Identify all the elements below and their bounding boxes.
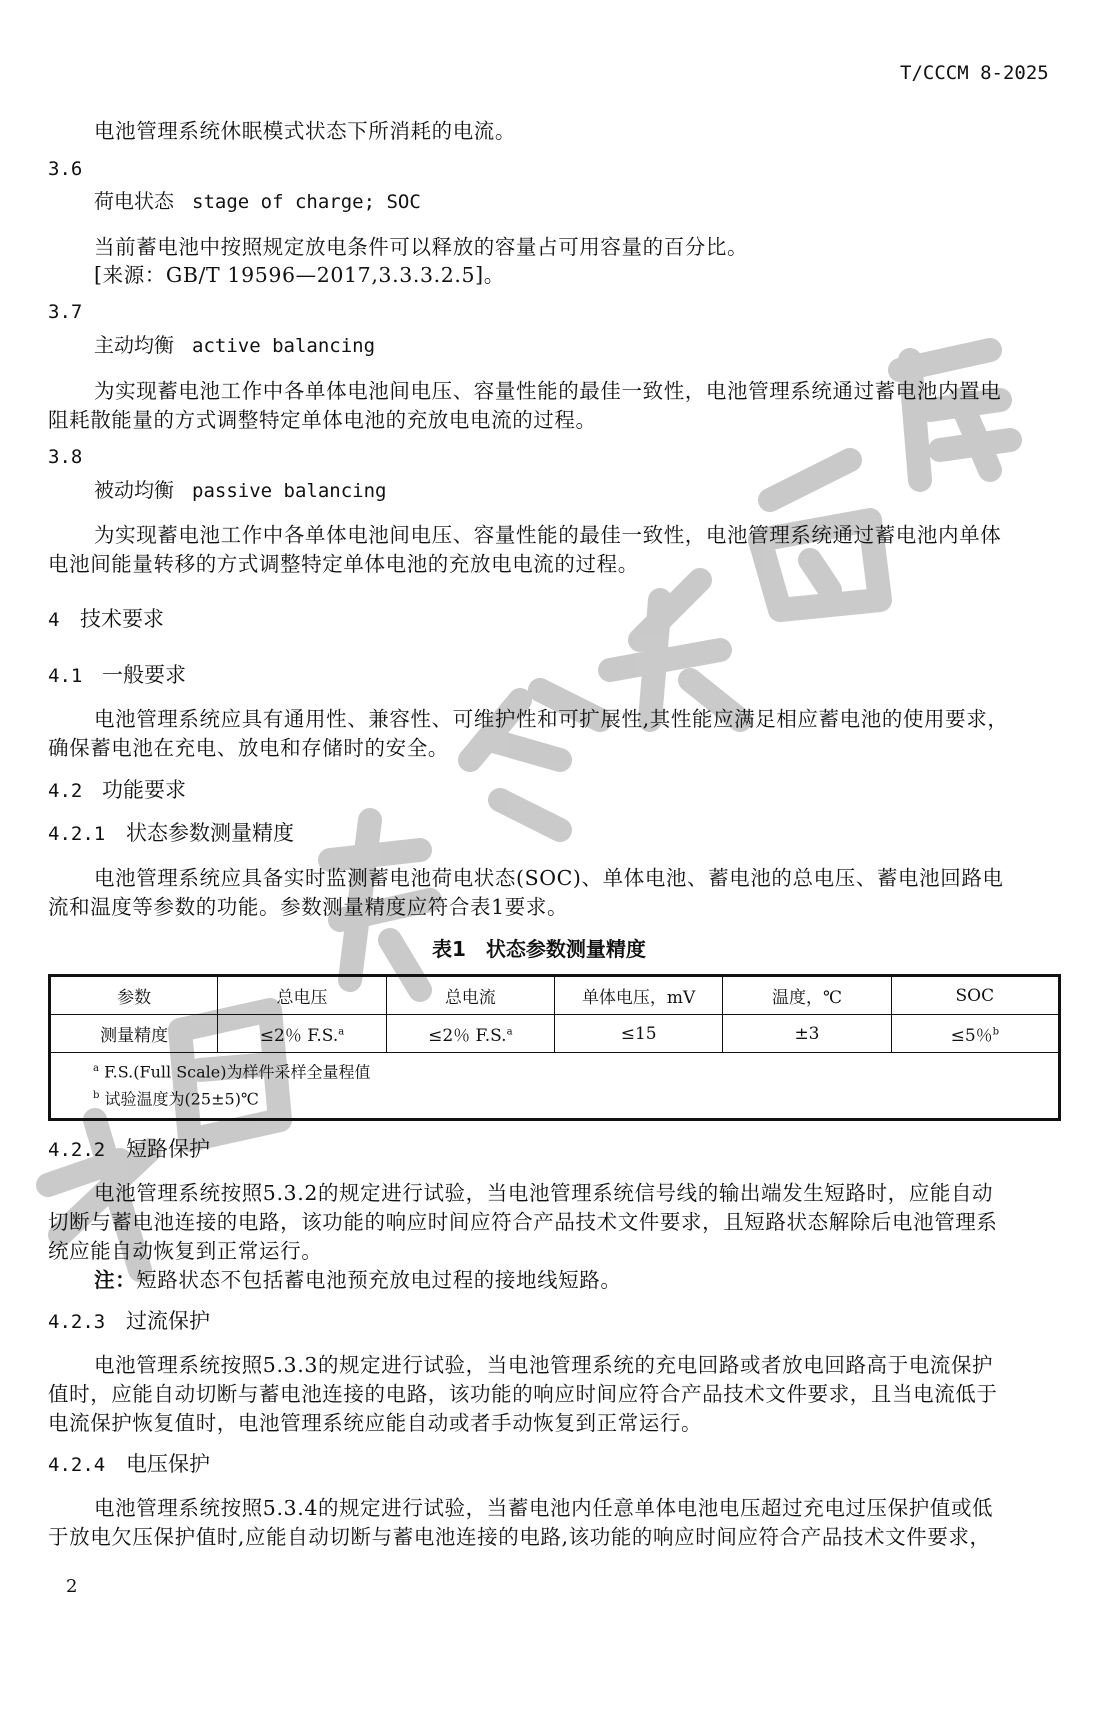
table-cell: ±3 [723,1015,891,1053]
footnote-mark: a [338,1026,345,1038]
cell-value: ≤2％ F.S. [428,1026,507,1046]
term-english: stage of charge; SOC [192,191,421,213]
section-number: 4.1 [48,665,83,687]
section-heading [48,1133,210,1163]
table-row [50,1015,1060,1053]
section-title: 一般要求 [102,663,186,687]
footnote-mark: b [93,1090,100,1102]
table-cell: ≤15 [554,1015,722,1053]
note-text [94,1263,622,1293]
table-header-cell: 温度，℃ [723,976,891,1015]
term-entry [94,185,421,214]
paragraph-text: 电池管理系统应具有通用性、兼容性、可维护性和可扩展性,其性能应满足相应蓄电池的使用要求， [94,707,1009,731]
paragraph-text: 于放电欠压保护值时,应能自动切断与蓄电池连接的电路,该功能的响应时间应符合产品技术文件要求， [48,1525,991,1549]
page-number: 2 [66,1576,78,1597]
section-number: 4 [48,609,60,631]
term-chinese: 主动均衡 [94,333,174,357]
paragraph-text: 电池管理系统按照5.3.4的规定进行试验，当蓄电池内任意单体电池电压超过充电过压保护值或低 [94,1496,994,1520]
term-entry [94,474,386,503]
note-body: 短路状态不包括蓄电池预充放电过程的接地线短路。 [136,1268,622,1292]
paragraph-text: 切断与蓄电池连接的电路，该功能的响应时间应符合产品技术文件要求，且短路状态解除后电池管理系 [48,1210,998,1234]
table-header-row [50,976,1060,1015]
footnote-b [93,1084,1058,1111]
table-header-cell: 参数 [50,976,218,1015]
paragraph-text: 电池管理系统按照5.3.3的规定进行试验，当电池管理系统的充电回路或者放电回路高于电流保护 [94,1353,994,1377]
table-cell [386,1015,554,1053]
section-title: 功能要求 [102,778,186,802]
footnote-a [93,1057,1058,1084]
definition-text: 当前蓄电池中按照规定放电条件可以释放的容量占可用容量的百分比。 [94,235,749,259]
footnote-text: F.S.(Full Scale)为样件采样全量程值 [104,1062,371,1082]
table-caption: 表1 状态参数测量精度 [432,937,646,961]
cell-value: ≤2％ F.S. [259,1026,339,1046]
table-footnote-row [50,1053,1060,1120]
note-label: 注： [94,1268,137,1292]
section-heading [48,774,186,804]
paragraph-text: 统应能自动恢复到正常运行。 [48,1239,323,1263]
paragraph-text: 电流保护恢复值时，电池管理系统应能自动或者手动恢复到正常运行。 [48,1411,703,1435]
parameter-accuracy-table [48,974,1061,1121]
table-header-cell: 总电流 [386,976,554,1015]
clause-number: 3.6 [48,158,83,180]
table-header-cell: 单体电压，mV [554,976,722,1015]
section-heading [48,817,294,847]
footnote-mark: b [992,1026,1000,1038]
standard-code: T/CCCM 8-2025 [900,62,1049,84]
term-chinese: 被动均衡 [94,478,174,502]
cell-value: ≤5％ [950,1026,993,1046]
table-footnotes [50,1053,1060,1120]
section-heading [48,1305,210,1335]
table-header-cell: 总电压 [218,976,386,1015]
term-english: active balancing [192,335,376,357]
paragraph-text: 值时，应能自动切断与蓄电池连接的电路，该功能的响应时间应符合产品技术文件要求，且当电流低于 [48,1382,998,1406]
definition-text: 电池管理系统休眠模式状态下所消耗的电流。 [94,119,516,143]
definition-text: 电池间能量转移的方式调整特定单体电池的充放电电流的过程。 [48,552,639,576]
section-title: 过流保护 [126,1309,210,1333]
table-header-cell: SOC [891,976,1059,1015]
footnote-mark: a [93,1063,99,1074]
section-title: 电压保护 [126,1452,210,1476]
section-heading [48,659,186,689]
paragraph-text: 电池管理系统应具备实时监测蓄电池荷电状态(SOC)、单体电池、蓄电池的总电压、蓄电池回路电 [94,866,1004,890]
table-cell [891,1015,1059,1053]
paragraph-text: 流和温度等参数的功能。参数测量精度应符合表1要求。 [48,895,569,919]
section-title: 状态参数测量精度 [126,821,294,845]
section-number: 4.2.1 [48,823,106,845]
section-heading [48,1448,210,1478]
source-text: [来源：GB/T 19596—2017,3.3.3.2.5]。 [94,263,505,287]
section-title: 技术要求 [80,607,164,631]
section-number: 4.2 [48,780,83,802]
term-chinese: 荷电状态 [94,189,174,213]
footnote-mark: a [506,1026,513,1038]
section-number: 4.2.2 [48,1139,106,1161]
definition-text: 阻耗散能量的方式调整特定单体电池的充放电电流的过程。 [48,408,597,432]
clause-number: 3.8 [48,446,83,468]
footnote-text: 试验温度为(25±5)℃ [104,1089,259,1109]
term-entry [94,329,375,358]
section-number: 4.2.4 [48,1454,106,1476]
definition-text: 为实现蓄电池工作中各单体电池间电压、容量性能的最佳一致性，电池管理系统通过蓄电池内单体 [94,523,1002,547]
table-cell [218,1015,386,1053]
section-heading [48,603,164,633]
section-number: 4.2.3 [48,1311,106,1333]
clause-number: 3.7 [48,301,83,323]
section-title: 短路保护 [126,1137,210,1161]
table-row-label: 测量精度 [50,1015,218,1053]
term-english: passive balancing [192,480,387,502]
paragraph-text: 电池管理系统按照5.3.2的规定进行试验，当电池管理系统信号线的输出端发生短路时，应能自动 [94,1181,994,1205]
paragraph-text: 确保蓄电池在充电、放电和存储时的安全。 [48,736,449,760]
definition-text: 为实现蓄电池工作中各单体电池间电压、容量性能的最佳一致性，电池管理系统通过蓄电池内置电 [94,379,1002,403]
